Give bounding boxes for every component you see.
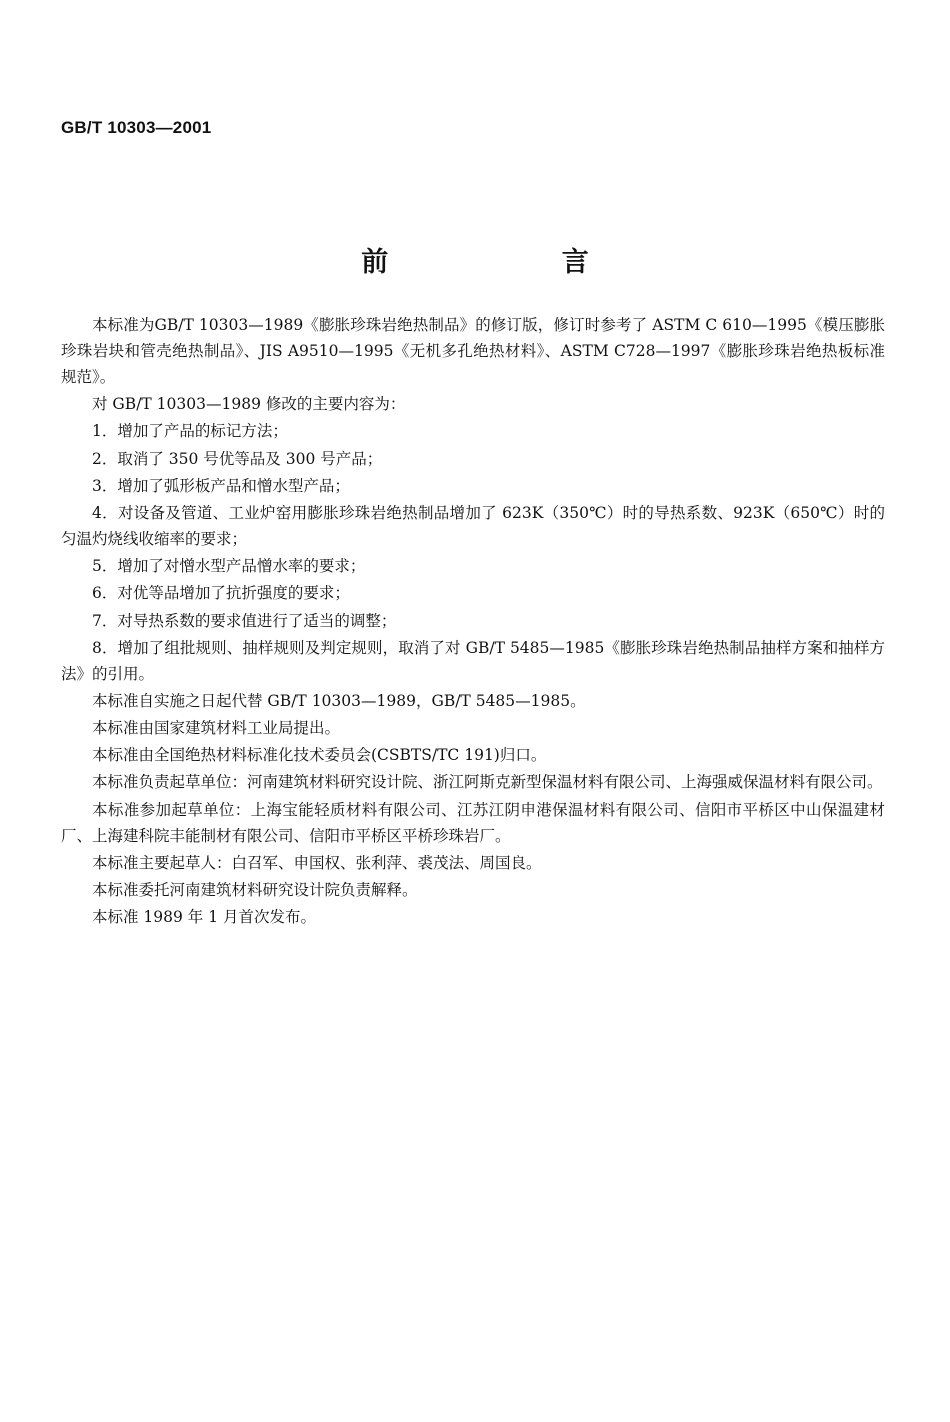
paragraph-drafting-units: 本标准负责起草单位：河南建筑材料研究设计院、浙江阿斯克新型保温材料有限公司、上海强威保温材料有限公司。: [92, 773, 883, 792]
list-item-change-8: 8．增加了组批规则、抽样规则及判定规则，取消了对 GB/T 5485—1985《膨胀珍珠岩绝热制品抽样方案和抽样方法》的引用。: [61, 638, 885, 683]
paragraph-replaces: 本标准自实施之日起代替 GB/T 10303—1989，GB/T 5485—1985。: [92, 691, 586, 710]
page-title: 前 言: [361, 247, 671, 278]
paragraph-revision-basis: 本标准为GB/T 10303—1989《膨胀珍珠岩绝热制品》的修订版，修订时参考了 ASTM C 610—1995《模压膨胀珍珠岩块和管壳绝热制品》、JIS A9510—1995《无机多孔绝热材料》、ASTM C728—1997《膨胀珍珠岩绝热板标准规范》。: [61, 316, 885, 386]
paragraph-first-release: 本标准 1989 年 1 月首次发布。: [92, 908, 317, 927]
list-item-change-5: 5．增加了对憎水型产品憎水率的要求；: [92, 557, 366, 576]
paragraph-main-drafters: 本标准主要起草人：白召军、申国权、张利萍、裘茂法、周国良。: [92, 853, 542, 872]
standard-code: GB/T 10303—2001: [61, 118, 212, 137]
list-item-change-4: 4．对设备及管道、工业炉窑用膨胀珍珠岩绝热制品增加了 623K（350℃）时的导热系数、923K（650℃）时的匀温灼烧线收缩率的要求；: [61, 503, 885, 548]
list-item-change-7: 7．对导热系数的要求值进行了适当的调整；: [92, 611, 397, 630]
list-item-change-6: 6．对优等品增加了抗折强度的要求；: [92, 584, 350, 603]
list-item-change-3: 3．增加了弧形板产品和憎水型产品；: [92, 476, 350, 495]
paragraph-participating-units: 本标准参加起草单位：上海宝能轻质材料有限公司、江苏江阴申港保温材料有限公司、信阳市平桥区中山保温建材厂、上海建科院丰能制材有限公司、信阳市平桥区平桥珍珠岩厂。: [61, 800, 885, 845]
paragraph-centralized-by: 本标准由全国绝热材料标准化技术委员会(CSBTS/TC 191)归口。: [92, 746, 547, 765]
list-item-change-1: 1．增加了产品的标记方法；: [92, 422, 288, 441]
foreword-body: [61, 312, 885, 931]
paragraph-interpretation: 本标准委托河南建筑材料研究设计院负责解释。: [92, 881, 418, 899]
paragraph-proposed-by: 本标准由国家建筑材料工业局提出。: [92, 719, 341, 738]
list-item-change-2: 2．取消了 350 号优等品及 300 号产品；: [92, 449, 383, 468]
paragraph-changes-intro: 对 GB/T 10303—1989 修改的主要内容为：: [92, 395, 406, 414]
